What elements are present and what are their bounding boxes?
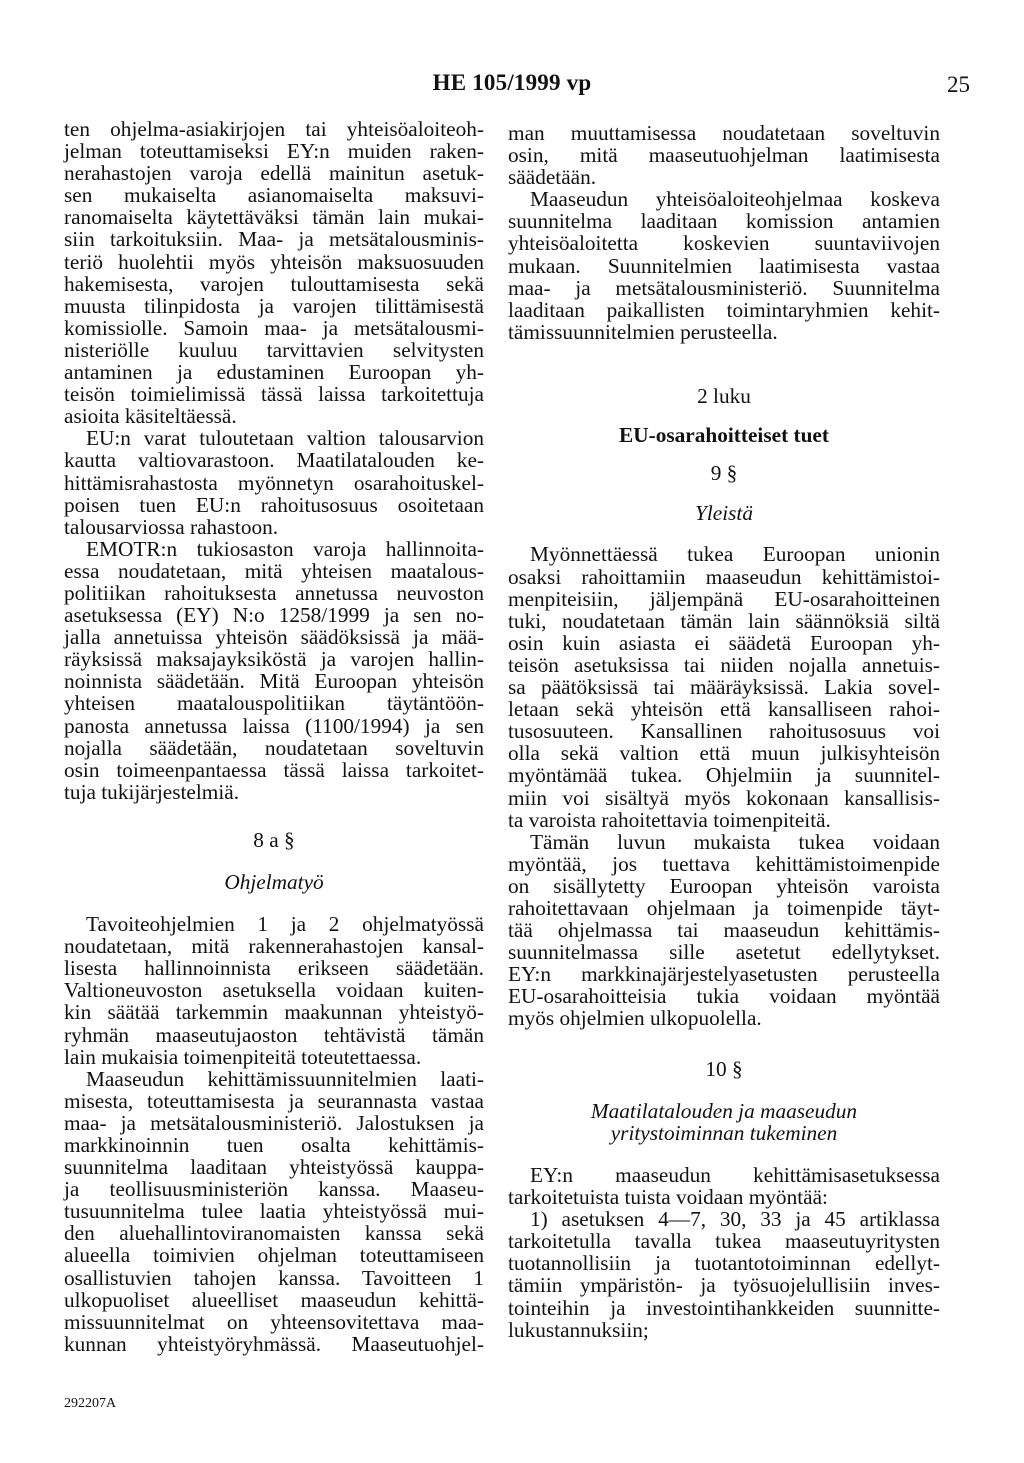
body-text-line: tarkoitetuista tuista voidaan myöntää: [508, 1185, 828, 1210]
paragraph-spacer [64, 893, 484, 913]
body-text-line: suunnitelmassa sille asetetut edellytykset. [508, 940, 940, 965]
body-text-line: yhteisöaloitetta koskevien suuntaviivojen [508, 231, 940, 256]
section-heading-line: 8 a § [253, 828, 295, 853]
body-text-line: tusuunnitelma tulee laatia yhteistyössä mui- [64, 1199, 484, 1224]
page-number: 25 [947, 72, 970, 97]
body-text-line: olla sekä valtion että muun julkisyhteisön [508, 741, 940, 766]
right-text-column [508, 122, 940, 1341]
body-text-line: myöntää, jos tuettava kehittämistoimenpide [508, 851, 940, 876]
body-text-line: EY:n maaseudun kehittämisasetuksessa [530, 1163, 940, 1188]
body-text-line: EY:n markkinajärjestelyasetusten perusteella [508, 962, 940, 987]
body-text-line: asioita käsiteltäessä. [64, 404, 237, 429]
body-text-line: lukustannuksiin; [508, 1317, 649, 1342]
body-text-line: Tavoiteohjelmien 1 ja 2 ohjelmatyössä [86, 912, 484, 937]
body-text-line: Maaseudun yhteisöaloiteohjelmaa koskeva [530, 187, 940, 212]
body-text-line: ryhmän maaseutujaoston tehtävistä tämän [64, 1022, 484, 1047]
body-text-line: on sisällytetty Euroopan yhteisön varoista [508, 873, 940, 898]
body-text-line: EU:n varat tuloutetaan valtion talousarvion [86, 426, 484, 451]
body-text-line: tämissuunnitelmien perusteella. [508, 319, 778, 344]
body-text-line: osaksi rahoittamiin maaseudun kehittämistoi- [508, 564, 940, 589]
body-text-line: yhteisen maatalouspolitiikan täytäntöön- [64, 691, 484, 716]
body-text-line: myös ohjelmien ulkopuolella. [508, 1006, 762, 1031]
body-text-line: man muuttamisessa noudatetaan soveltuvin [508, 121, 940, 145]
section-heading-line: Yleistä [695, 500, 753, 525]
body-text-line: räyksissä maksajayksiköstä ja varojen hallin- [64, 647, 484, 672]
body-text-line: hittämisrahastosta myönnetyn osarahoituskel- [64, 470, 484, 495]
body-text-line: kautta valtiovarastoon. Maatilatalouden ke- [64, 448, 484, 473]
body-text-line: 1) asetuksen 4—7, 30, 33 ja 45 artiklassa [530, 1207, 940, 1232]
left-text-column [64, 118, 484, 1355]
paragraph-spacer [508, 524, 940, 544]
body-text-line: sa päätöksissä tai määräyksissä. Lakia sovel- [508, 675, 940, 700]
body-text-line: letaan sekä yhteisön että kansalliseen rahoi- [508, 697, 940, 722]
body-text-line: ulkopuoliset alueelliset maaseudun kehittä- [64, 1287, 484, 1312]
section-heading-line: EU-osarahoitteiset tuet [619, 423, 829, 448]
section-heading-line: Maatilatalouden ja maaseudun [590, 1099, 858, 1124]
body-text-line: jalla annetuissa yhteisön säädöksissä ja mää- [64, 625, 484, 650]
body-text-line: jelman toteuttamiseksi EY:n muiden raken- [64, 139, 484, 164]
body-text-line: den aluehallintoviranomaisten kanssa sekä [64, 1221, 484, 1246]
section-heading-line: 10 § [705, 1057, 743, 1082]
body-text-line: tuki, noudatetaan tämän lain säännöksiä siltä [508, 608, 940, 633]
body-text-line: osin, mitä maaseutuohjelman laatimisesta [508, 143, 940, 168]
body-text-line: suunnitelma laaditaan komission antamien [508, 209, 940, 234]
body-text-line: tusosuuteen. Kansallinen rahoitusosuus voi [508, 719, 940, 744]
body-text-line: mukaan. Suunnitelmien laatimisesta vastaa [508, 253, 940, 278]
paragraph-spacer [508, 484, 940, 502]
body-text-line: nojalla säädetään, noudatetaan soveltuvin [64, 735, 484, 760]
section-heading-line: 2 luku [697, 383, 751, 408]
body-text-line: alueella toimivien ohjelman toteuttamiseen [64, 1243, 484, 1268]
body-text-line: nerahastojen varoja edellä mainitun asetuk- [64, 161, 484, 186]
body-text-line: laaditaan paikallisten toimintaryhmien kehit- [508, 297, 940, 322]
body-text-line: osallistuvien tahojen kanssa. Tavoitteen 1 [64, 1265, 484, 1290]
body-text-line: EU-osarahoitteisia tukia voidaan myöntää [508, 984, 940, 1009]
body-text-line: myöntämää tukea. Ohjelmiin ja suunnitel- [508, 763, 940, 788]
body-text-line: Maaseudun kehittämissuunnitelmien laati- [86, 1066, 484, 1091]
body-text-line: nisteriölle kuuluu tarvittavien selvitysten [64, 337, 484, 362]
body-text-line: sen mukaiselta asianomaiselta maksuvi- [64, 183, 484, 208]
paragraph-spacer [64, 851, 484, 871]
body-text-line: ja teollisuusministeriön kanssa. Maaseu- [64, 1177, 484, 1202]
section-heading-line: 9 § [710, 460, 738, 485]
paragraph-spacer [508, 447, 940, 462]
body-text-line: tuotannollisiin ja tuotantotoiminnan edellyt- [508, 1251, 940, 1276]
body-text-line: säädetään. [508, 165, 597, 190]
document-header-title: HE 105/1999 vp [432, 70, 592, 95]
body-text-line: teriö huolehtii myös yhteisön maksuosuuden [64, 249, 484, 274]
body-text-line: suunnitelma laaditaan yhteistyössä kauppa- [64, 1155, 484, 1180]
body-text-line: lisesta hallinnoinnista erikseen säädetään. [64, 956, 484, 981]
body-text-line: maa- ja metsätalousministeriö. Suunnitelma [508, 275, 940, 300]
body-text-line: politiikan rahoituksesta annetussa neuvoston [64, 580, 484, 605]
body-text-line: rahoitettavaan ohjelmaan ja toimenpide täyt- [508, 895, 940, 920]
body-text-line: tää ohjelmassa tai maaseudun kehittämis- [508, 918, 940, 943]
body-text-line: noudatetaan, mitä rakennerahastojen kansal- [64, 934, 484, 959]
body-text-line: kunnan yhteistyöryhmässä. Maaseutuohjel- [64, 1331, 484, 1356]
paragraph-spacer [508, 407, 940, 425]
body-text-line: Myönnettäessä tukea Euroopan unionin [530, 542, 940, 567]
body-text-line: talousarviossa rahastoon. [64, 514, 279, 539]
body-text-line: markkinoinnin tuen osalta kehittämis- [64, 1133, 484, 1158]
body-text-line: teisön asetuksissa tai niiden nojalla annetuis- [508, 652, 940, 677]
body-text-line: EMOTR:n tukiosaston varoja hallinnoita- [86, 536, 484, 561]
body-text-line: ta varoista rahoitettavia toimenpiteitä. [508, 807, 831, 832]
paragraph-spacer [508, 1030, 940, 1059]
body-text-line: noinnista säädetään. Mitä Euroopan yhteisön [64, 669, 484, 694]
body-text-line: teisön toimielimissä tässä laissa tarkoitettuja [64, 382, 484, 407]
body-text-line: tuja tukijärjestelmiä. [64, 779, 240, 804]
body-text-line: menpiteisiin, jäljempänä EU-osarahoitteinen [508, 586, 940, 611]
paragraph-spacer [64, 803, 484, 829]
body-text-line: kin säätää tarkemmin maakunnan yhteistyö- [64, 1000, 484, 1025]
paragraph-spacer [508, 1144, 940, 1164]
body-text-line: siin tarkoituksiin. Maa- ja metsätalousminis- [64, 227, 484, 252]
body-text-line: maa- ja metsätalousministeriö. Jalostuksen ja [64, 1110, 484, 1135]
body-text-line: panosta annetussa laissa (1100/1994) ja sen [64, 713, 484, 738]
body-text-line: tointeihin ja investointihankkeiden suunnitte- [508, 1295, 940, 1320]
body-text-line: osin kuin asiasta ei säädetä Euroopan yh- [508, 630, 940, 655]
body-text-line: tarkoitetulla tavalla tukea maaseutuyritysten [508, 1229, 940, 1254]
section-heading-line: Ohjelmatyö [224, 870, 324, 895]
body-text-line: osin toimeenpantaessa tässä laissa tarkoitet- [64, 757, 484, 782]
body-text-line: missuunnitelmat on yhteensovitettava maa- [64, 1309, 484, 1334]
body-text-line: essa noudatetaan, mitä yhteisen maatalous- [64, 558, 484, 583]
section-heading-line: yritystoiminnan tukeminen [610, 1121, 838, 1146]
body-text-line: ranomaiselta käytettäväksi tämän lain mukai- [64, 205, 484, 230]
body-text-line: tämiin ympäristön- ja työsuojelullisiin inves- [508, 1273, 940, 1298]
body-text-line: asetuksessa (EY) N:o 1258/1999 ja sen no- [64, 603, 484, 628]
body-text-line: antaminen ja edustaminen Euroopan yh- [64, 360, 484, 385]
paragraph-spacer [508, 343, 940, 385]
footer-print-code: 292207A [64, 1396, 117, 1411]
body-text-line: miin voi sisältyä myös kokonaan kansallisis- [508, 785, 940, 810]
body-text-line: muusta tilinpidosta ja varojen tilittämisestä [64, 293, 484, 318]
body-text-line: ten ohjelma-asiakirjojen tai yhteisöaloiteoh- [64, 117, 484, 141]
body-text-line: poisen tuen EU:n rahoitusosuus osoitetaan [64, 492, 484, 517]
body-text-line: hakemisesta, varojen tulouttamisesta sekä [64, 271, 484, 296]
body-text-line: lain mukaisia toimenpiteitä toteutettaessa. [64, 1044, 422, 1069]
body-text-line: Valtioneuvoston asetuksella voidaan kuiten- [64, 978, 484, 1003]
paragraph-spacer [508, 1080, 940, 1100]
body-text-line: komissiolle. Samoin maa- ja metsätalousmi- [64, 315, 484, 340]
body-text-line: misesta, toteuttamisesta ja seurannasta vastaa [64, 1088, 484, 1113]
body-text-line: Tämän luvun mukaista tukea voidaan [530, 829, 940, 854]
